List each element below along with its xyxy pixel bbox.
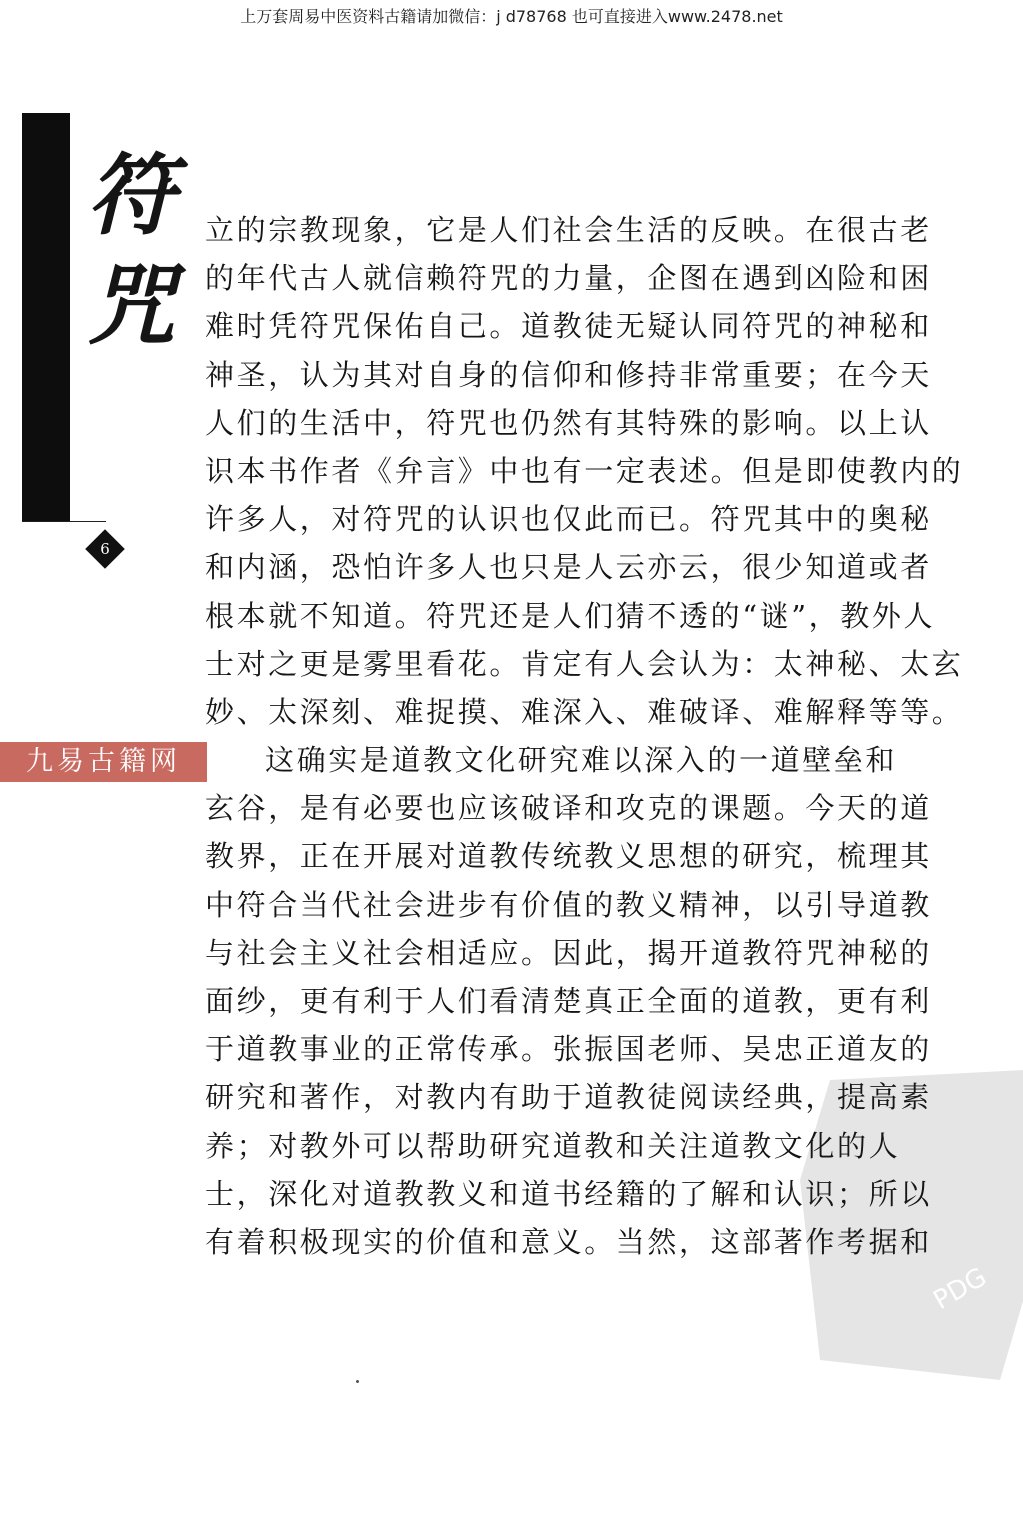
text-line: 许多人，对符咒的认识也仅此而已。符咒其中的奥秘	[205, 502, 932, 537]
text-line: 士对之更是雾里看花。肯定有人会认为：太神秘、太玄	[205, 646, 964, 681]
chapter-title-char-1: 符	[86, 143, 175, 247]
text-line: 教界，正在开展对道教传统教义思想的研究，梳理其	[205, 839, 932, 874]
text-line: 研究和著作，对教内有助于道教徒阅读经典，提高素	[205, 1080, 932, 1115]
text-line: 与社会主义社会相适应。因此，揭开道教符咒神秘的	[205, 935, 932, 970]
seal-text: PDG	[928, 1262, 992, 1317]
text-line: 和内涵，恐怕许多人也只是人云亦云，很少知道或者	[205, 550, 932, 585]
text-line: 根本就不知道。符咒还是人们猜不透的“谜”，教外人	[205, 598, 936, 633]
text-line: 识本书作者《弁言》中也有一定表述。但是即使教内的	[205, 453, 964, 488]
text-line: 难时凭符咒保佑自己。道教徒无疑认同符咒的神秘和	[205, 309, 932, 344]
body-text	[205, 206, 964, 1266]
chapter-title	[76, 140, 186, 360]
site-watermark-label: 九易古籍网	[0, 742, 207, 782]
text-line: 玄谷，是有必要也应该破译和攻克的课题。今天的道	[205, 791, 932, 826]
text-line: 有着积极现实的价值和意义。当然，这部著作考据和	[205, 1224, 932, 1259]
text-line: 于道教事业的正常传承。张振国老师、吴忠正道友的	[205, 1032, 932, 1067]
page-number-badge	[86, 530, 124, 568]
side-black-bar	[22, 113, 70, 521]
scan-dot	[356, 1380, 359, 1383]
text-line: 养；对教外可以帮助研究道教和关注道教文化的人	[205, 1128, 901, 1163]
text-line: 人们的生活中，符咒也仍然有其特殊的影响。以上认	[205, 405, 932, 440]
top-banner: 上万套周易中医资料古籍请加微信：j d78768 也可直接进入www.2478.net	[240, 7, 783, 26]
text-line: 面纱，更有利于人们看清楚真正全面的道教，更有利	[205, 984, 932, 1018]
text-line: 的年代古人就信赖符咒的力量，企图在遇到凶险和困	[205, 261, 932, 296]
text-line: 士，深化对道教教义和道书经籍的了解和认识；所以	[205, 1176, 932, 1211]
chapter-title-char-2: 咒	[86, 253, 175, 357]
page-number: 6	[100, 540, 110, 558]
text-line: 神圣，认为其对自身的信仰和修持非常重要；在今天	[205, 357, 932, 392]
side-rule	[22, 521, 106, 522]
text-line: 中符合当代社会进步有价值的教义精神，以引导道教	[205, 887, 932, 922]
paragraph-start-line: 这确实是道教文化研究难以深入的一道壁垒和	[265, 743, 898, 778]
text-line: 妙、太深刻、难捉摸、难深入、难破译、难解释等等。	[205, 694, 964, 729]
text-line: 立的宗教现象，它是人们社会生活的反映。在很古老	[205, 213, 932, 247]
